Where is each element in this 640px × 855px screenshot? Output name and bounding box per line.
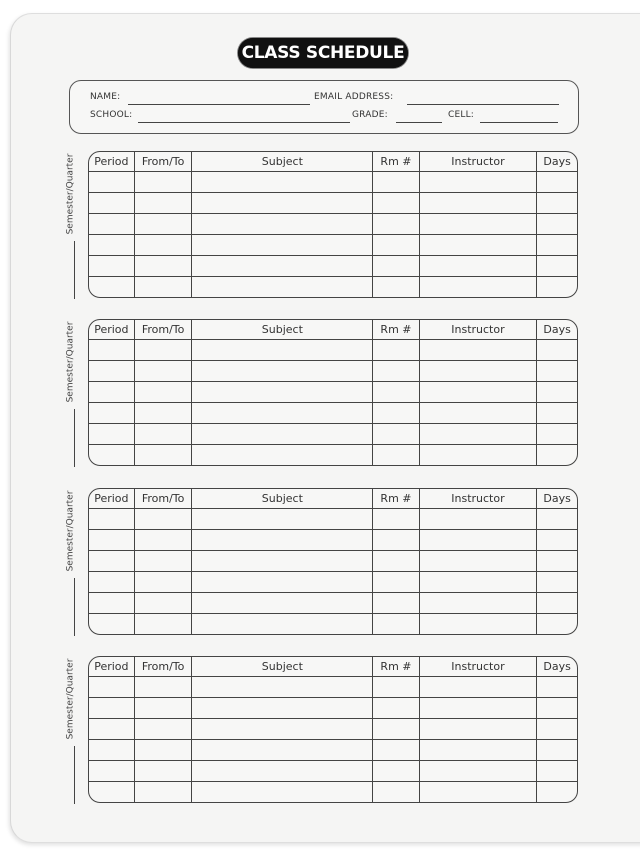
table-cell[interactable] xyxy=(89,193,135,214)
table-cell[interactable] xyxy=(89,172,135,193)
table-cell[interactable] xyxy=(89,382,135,403)
table-cell[interactable] xyxy=(135,530,193,551)
table-cell[interactable] xyxy=(420,214,538,235)
table-cell[interactable] xyxy=(373,761,419,782)
table-cell[interactable] xyxy=(537,740,577,761)
table-row xyxy=(89,761,577,782)
table-cell[interactable] xyxy=(89,235,135,256)
table-cell[interactable] xyxy=(135,509,193,530)
table-cell[interactable] xyxy=(420,782,538,802)
semester-quarter-label xyxy=(62,488,82,638)
table-cell[interactable] xyxy=(192,382,373,403)
table-cell[interactable] xyxy=(135,614,193,634)
table-cell[interactable] xyxy=(192,551,373,572)
table-cell[interactable] xyxy=(135,424,193,445)
table-cell[interactable] xyxy=(135,382,193,403)
table-cell[interactable] xyxy=(373,403,419,424)
table-header-row xyxy=(89,152,577,172)
table-cell[interactable] xyxy=(373,382,419,403)
grade-field[interactable] xyxy=(396,122,442,123)
table-cell[interactable] xyxy=(420,172,538,193)
column-header: Rm # xyxy=(373,489,419,509)
table-cell[interactable] xyxy=(373,424,419,445)
title-badge xyxy=(238,38,408,68)
semester-quarter-label xyxy=(62,319,82,469)
table-cell[interactable] xyxy=(420,572,538,593)
column-header: Instructor xyxy=(420,320,538,340)
semester-quarter-label xyxy=(62,656,82,806)
table-cell[interactable] xyxy=(135,593,193,614)
table-row xyxy=(89,382,577,403)
grade-label: GRADE: xyxy=(352,110,388,120)
table-cell[interactable] xyxy=(537,509,577,530)
table-cell[interactable] xyxy=(135,361,193,382)
table-cell[interactable] xyxy=(135,719,193,740)
table-cell[interactable] xyxy=(192,761,373,782)
table-cell[interactable] xyxy=(373,782,419,802)
table-cell[interactable] xyxy=(537,235,577,256)
table-cell[interactable] xyxy=(537,403,577,424)
schedule-table xyxy=(88,656,578,803)
table-cell[interactable] xyxy=(135,445,193,465)
table-cell[interactable] xyxy=(192,214,373,235)
table-cell[interactable] xyxy=(420,677,538,698)
table-cell[interactable] xyxy=(537,361,577,382)
table-cell[interactable] xyxy=(373,214,419,235)
schedule-table xyxy=(88,488,578,635)
table-cell[interactable] xyxy=(373,445,419,465)
table-cell[interactable] xyxy=(373,614,419,634)
table-cell[interactable] xyxy=(537,382,577,403)
table-cell[interactable] xyxy=(192,698,373,719)
column-header: Instructor xyxy=(420,657,538,677)
school-field[interactable] xyxy=(138,122,350,123)
table-cell[interactable] xyxy=(89,256,135,277)
table-cell[interactable] xyxy=(89,509,135,530)
table-row xyxy=(89,719,577,740)
table-cell[interactable] xyxy=(420,424,538,445)
table-row xyxy=(89,340,577,361)
column-header: From/To xyxy=(135,152,193,172)
table-cell[interactable] xyxy=(373,340,419,361)
table-row xyxy=(89,782,577,802)
table-cell[interactable] xyxy=(373,193,419,214)
table-cell[interactable] xyxy=(373,530,419,551)
table-cell[interactable] xyxy=(89,782,135,802)
table-cell[interactable] xyxy=(537,193,577,214)
semester-quarter-text: Semester/Quarter xyxy=(65,658,76,740)
table-cell[interactable] xyxy=(89,361,135,382)
table-cell[interactable] xyxy=(192,403,373,424)
table-cell[interactable] xyxy=(420,551,538,572)
table-cell[interactable] xyxy=(135,340,193,361)
table-cell[interactable] xyxy=(420,719,538,740)
table-cell[interactable] xyxy=(89,551,135,572)
column-header: Rm # xyxy=(373,320,419,340)
schedule-table xyxy=(88,151,578,298)
table-header-row xyxy=(89,320,577,340)
table-cell[interactable] xyxy=(192,677,373,698)
table-cell[interactable] xyxy=(420,193,538,214)
column-header: Period xyxy=(89,152,135,172)
column-header: From/To xyxy=(135,320,193,340)
table-cell[interactable] xyxy=(135,572,193,593)
table-row xyxy=(89,614,577,634)
table-header-row xyxy=(89,489,577,509)
table-cell[interactable] xyxy=(192,740,373,761)
table-cell[interactable] xyxy=(373,277,419,297)
table-cell[interactable] xyxy=(373,235,419,256)
table-row xyxy=(89,740,577,761)
table-cell[interactable] xyxy=(537,782,577,802)
column-header: Rm # xyxy=(373,657,419,677)
table-cell[interactable] xyxy=(192,193,373,214)
column-header: Subject xyxy=(192,320,373,340)
semester-quarter-text: Semester/Quarter xyxy=(65,153,76,235)
table-row xyxy=(89,172,577,193)
column-header: Period xyxy=(89,320,135,340)
table-cell[interactable] xyxy=(420,761,538,782)
table-cell[interactable] xyxy=(135,551,193,572)
table-cell[interactable] xyxy=(537,214,577,235)
table-cell[interactable] xyxy=(420,445,538,465)
table-cell[interactable] xyxy=(89,530,135,551)
table-cell[interactable] xyxy=(537,172,577,193)
table-row xyxy=(89,509,577,530)
table-cell[interactable] xyxy=(192,361,373,382)
table-cell[interactable] xyxy=(420,509,538,530)
semester-quarter-text: Semester/Quarter xyxy=(65,321,76,403)
table-row xyxy=(89,235,577,256)
table-cell[interactable] xyxy=(373,509,419,530)
table-cell[interactable] xyxy=(89,761,135,782)
semester-quarter-line[interactable] xyxy=(74,578,75,636)
table-cell[interactable] xyxy=(192,235,373,256)
table-row xyxy=(89,677,577,698)
semester-quarter-label xyxy=(62,151,82,301)
table-row xyxy=(89,593,577,614)
semester-quarter-line[interactable] xyxy=(74,409,75,467)
table-cell[interactable] xyxy=(537,445,577,465)
table-cell[interactable] xyxy=(135,740,193,761)
table-cell[interactable] xyxy=(89,740,135,761)
email-field[interactable] xyxy=(407,104,559,105)
table-cell[interactable] xyxy=(537,530,577,551)
info-row-1 xyxy=(70,92,578,108)
table-cell[interactable] xyxy=(373,698,419,719)
table-row xyxy=(89,445,577,465)
semester-quarter-line[interactable] xyxy=(74,241,75,299)
column-header: Days xyxy=(537,489,577,509)
table-cell[interactable] xyxy=(537,593,577,614)
student-info-box xyxy=(69,80,579,134)
table-cell[interactable] xyxy=(537,698,577,719)
table-cell[interactable] xyxy=(420,403,538,424)
semester-quarter-line[interactable] xyxy=(74,746,75,804)
table-cell[interactable] xyxy=(89,214,135,235)
column-header: Rm # xyxy=(373,152,419,172)
table-row xyxy=(89,256,577,277)
column-header: Period xyxy=(89,657,135,677)
table-cell[interactable] xyxy=(192,593,373,614)
table-cell[interactable] xyxy=(89,593,135,614)
table-cell[interactable] xyxy=(373,593,419,614)
table-cell[interactable] xyxy=(420,361,538,382)
column-header: Days xyxy=(537,152,577,172)
table-cell[interactable] xyxy=(192,445,373,465)
table-cell[interactable] xyxy=(135,761,193,782)
table-cell[interactable] xyxy=(192,572,373,593)
table-cell[interactable] xyxy=(420,740,538,761)
table-cell[interactable] xyxy=(89,277,135,297)
cell-label: CELL: xyxy=(448,110,475,120)
table-cell[interactable] xyxy=(537,424,577,445)
table-cell[interactable] xyxy=(420,698,538,719)
table-cell[interactable] xyxy=(373,572,419,593)
semester-quarter-text: Semester/Quarter xyxy=(65,490,76,572)
table-cell[interactable] xyxy=(537,677,577,698)
table-cell[interactable] xyxy=(373,256,419,277)
table-cell[interactable] xyxy=(89,445,135,465)
column-header: Subject xyxy=(192,152,373,172)
table-cell[interactable] xyxy=(135,256,193,277)
table-cell[interactable] xyxy=(135,193,193,214)
table-row xyxy=(89,551,577,572)
table-cell[interactable] xyxy=(135,235,193,256)
table-cell[interactable] xyxy=(192,509,373,530)
table-cell[interactable] xyxy=(537,719,577,740)
column-header: From/To xyxy=(135,657,193,677)
name-label: NAME: xyxy=(90,92,121,102)
table-header-row xyxy=(89,657,577,677)
school-label: SCHOOL: xyxy=(90,110,133,120)
table-cell[interactable] xyxy=(192,614,373,634)
table-row xyxy=(89,530,577,551)
table-cell[interactable] xyxy=(420,256,538,277)
table-cell[interactable] xyxy=(89,572,135,593)
table-cell[interactable] xyxy=(135,277,193,297)
column-header: Subject xyxy=(192,657,373,677)
table-cell[interactable] xyxy=(373,677,419,698)
table-cell[interactable] xyxy=(420,614,538,634)
table-cell[interactable] xyxy=(537,256,577,277)
table-cell[interactable] xyxy=(537,572,577,593)
table-cell[interactable] xyxy=(89,698,135,719)
table-cell[interactable] xyxy=(192,277,373,297)
table-cell[interactable] xyxy=(89,719,135,740)
table-row xyxy=(89,572,577,593)
table-cell[interactable] xyxy=(537,551,577,572)
cell-field[interactable] xyxy=(480,122,558,123)
table-cell[interactable] xyxy=(135,782,193,802)
table-row xyxy=(89,403,577,424)
column-header: Days xyxy=(537,657,577,677)
table-cell[interactable] xyxy=(89,424,135,445)
table-row xyxy=(89,361,577,382)
table-row xyxy=(89,698,577,719)
table-cell[interactable] xyxy=(373,361,419,382)
table-cell[interactable] xyxy=(89,403,135,424)
table-cell[interactable] xyxy=(420,340,538,361)
table-cell[interactable] xyxy=(192,782,373,802)
table-row xyxy=(89,424,577,445)
table-cell[interactable] xyxy=(420,593,538,614)
table-cell[interactable] xyxy=(192,256,373,277)
table-cell[interactable] xyxy=(192,172,373,193)
table-cell[interactable] xyxy=(192,719,373,740)
column-header: Subject xyxy=(192,489,373,509)
column-header: Instructor xyxy=(420,489,538,509)
table-cell[interactable] xyxy=(192,340,373,361)
table-cell[interactable] xyxy=(135,698,193,719)
table-cell[interactable] xyxy=(89,677,135,698)
table-cell[interactable] xyxy=(420,235,538,256)
table-cell[interactable] xyxy=(135,172,193,193)
table-cell[interactable] xyxy=(537,277,577,297)
column-header: Instructor xyxy=(420,152,538,172)
email-label: EMAIL ADDRESS: xyxy=(314,92,394,102)
table-row xyxy=(89,277,577,297)
table-cell[interactable] xyxy=(89,614,135,634)
table-cell[interactable] xyxy=(373,740,419,761)
name-field[interactable] xyxy=(128,104,310,105)
table-cell[interactable] xyxy=(373,172,419,193)
table-cell[interactable] xyxy=(192,424,373,445)
table-cell[interactable] xyxy=(373,551,419,572)
table-cell[interactable] xyxy=(537,614,577,634)
table-cell[interactable] xyxy=(89,340,135,361)
table-row xyxy=(89,193,577,214)
column-header: Period xyxy=(89,489,135,509)
table-cell[interactable] xyxy=(420,277,538,297)
table-row xyxy=(89,214,577,235)
page-title: CLASS SCHEDULE xyxy=(241,43,405,63)
table-cell[interactable] xyxy=(373,719,419,740)
table-cell[interactable] xyxy=(537,761,577,782)
table-cell[interactable] xyxy=(420,382,538,403)
table-cell[interactable] xyxy=(192,530,373,551)
column-header: Days xyxy=(537,320,577,340)
schedule-table xyxy=(88,319,578,466)
column-header: From/To xyxy=(135,489,193,509)
table-cell[interactable] xyxy=(420,530,538,551)
info-row-2 xyxy=(70,110,578,126)
table-cell[interactable] xyxy=(537,340,577,361)
table-cell[interactable] xyxy=(135,403,193,424)
table-cell[interactable] xyxy=(135,677,193,698)
table-cell[interactable] xyxy=(135,214,193,235)
